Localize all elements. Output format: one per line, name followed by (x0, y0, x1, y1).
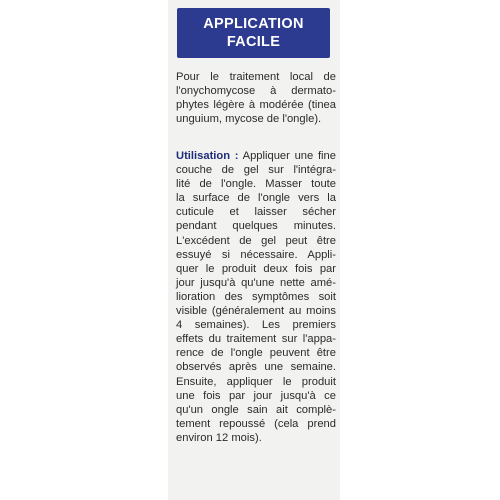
usage-line: lioration des symptômes soit (176, 290, 336, 303)
usage-line: visible (généralement au moins (176, 305, 336, 318)
header-title-line1: APPLICATION (203, 16, 304, 32)
usage-line: rence de l'ongle peuvent être (176, 347, 336, 360)
usage-line: pendant quelques minutes. (176, 220, 336, 233)
header-title-line2: FACILE (226, 34, 281, 50)
intro-line: phytes légère à modérée (tinea (176, 99, 336, 112)
usage-line: 4 semaines). Les premiers (176, 319, 336, 332)
usage-line: observés après une semaine. (176, 361, 336, 374)
usage-line: qu'un ongle sain ait complè- (176, 403, 336, 416)
usage-line: effets du traitement sur l'appa- (176, 333, 336, 346)
usage-line: la surface de l'ongle vers la (176, 192, 336, 205)
usage-line: une fois par jour jusqu'à ce (176, 389, 336, 402)
usage-line: quer le produit deux fois par (176, 262, 336, 275)
usage-line: couche de gel sur l'intégra- (176, 164, 336, 177)
intro-line: Pour le traitement local de (176, 71, 336, 83)
usage-line: L'excédent de gel peut être (176, 234, 336, 247)
intro-line: unguium, mycose de l'ongle). (176, 113, 322, 126)
usage-first-line-text: Appliquer une fine (238, 150, 336, 162)
usage-first-line (176, 149, 336, 163)
usage-line: jour jusqu'à qu'une nette amé- (176, 276, 336, 289)
usage-line: tement repoussé (cela prend (176, 417, 336, 430)
usage-line: environ 12 mois). (176, 431, 262, 444)
usage-line: lité de l'ongle. Masser toute (176, 178, 336, 191)
usage-line: essuyé si nécessaire. Appli- (176, 248, 336, 261)
header-title (177, 15, 330, 51)
usage-paragraph (176, 149, 336, 445)
intro-paragraph (176, 70, 336, 126)
usage-label: Utilisation : (176, 150, 239, 162)
header-banner (177, 8, 330, 58)
usage-line: cuticule et laisser sécher (176, 206, 336, 219)
usage-line: Ensuite, appliquer le produit (176, 375, 336, 388)
intro-line: l'onychomycose à dermato- (176, 85, 336, 98)
